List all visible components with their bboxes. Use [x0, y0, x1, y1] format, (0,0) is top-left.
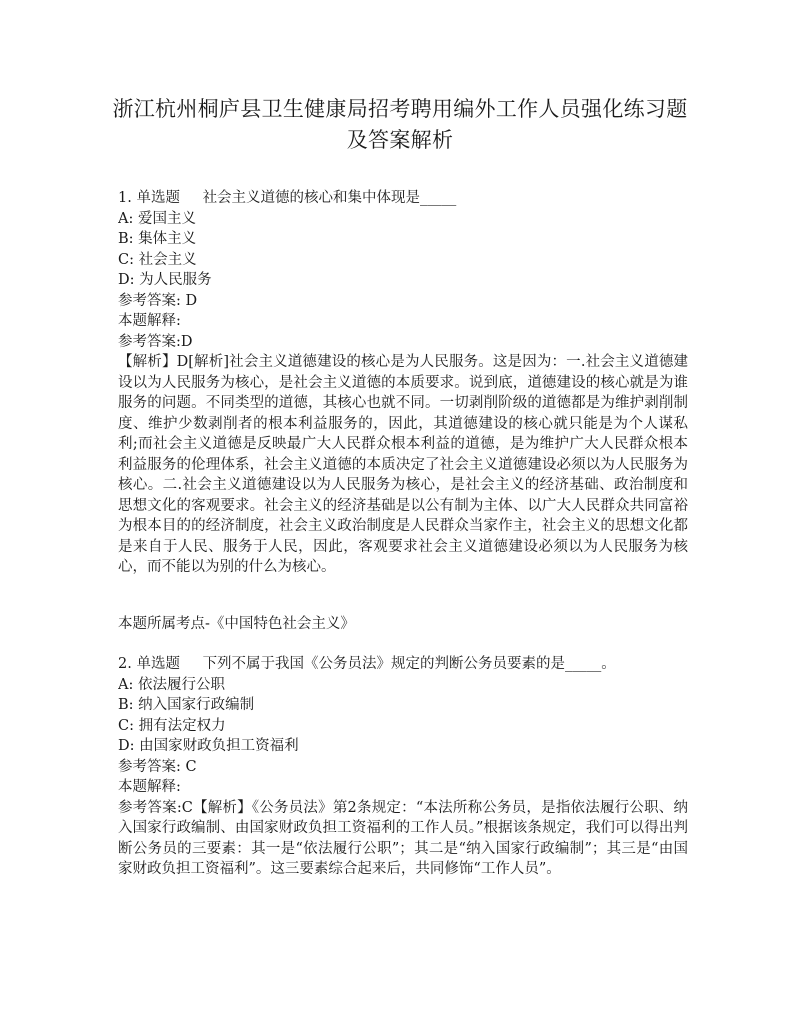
explanation-label: 本题解释:: [118, 779, 181, 795]
question-type: 单选题: [136, 190, 180, 206]
analysis-text: 【解析】D[解析]社会主义道德建设的核心是为人民服务。这是因为：一.社会主义道德建设以为人民服务为核心，是社会主义道德的本质要求。说到底，道德建设的核心就是为谁服务的问题。不同类型的道德，其核心也就不同。一切剥削阶级的道德都是为维护剥削制度、维护少数剥削者的根本利益服务的，因此，其道德建设的核心就只能是为个人谋私利;而社会主义道德是反映最广大人民群众根本利益的道德，是为维护广大人民群众根本利益服务的伦理体系，社会主义道德的本质决定了社会主义道德建设必须以为人民服务为核心。二.社会主义道德建设以为人民服务为核心，是社会主义的经济基础、政治制度和思想文化的客观要求。社会主义的经济基础是以公有制为主体、以广大人民群众共同富裕为根本目的的经济制度，社会主义政治制度是人民群众当家作主，社会主义的思想文化都是来自于人民、服务于人民，因此，客观要求社会主义道德建设必须以为人民服务为核心，而不能以为别的什么为核心。: [118, 354, 688, 575]
option-b: B: 纳入国家行政编制: [118, 697, 255, 713]
question-1-header: [118, 188, 688, 209]
document-title: [100, 94, 700, 156]
question-number: 2.: [118, 656, 132, 672]
option-c: C: 社会主义: [118, 251, 197, 268]
title-line-1: 浙江杭州桐庐县卫生健康局招考聘用编外工作人员强化练习题: [112, 97, 688, 121]
reference-answer: 参考答案: D: [118, 292, 198, 309]
analysis-text: 参考答案:C【解析】《公务员法》第2条规定：“本法所称公务员，是指依法履行公职、纳入国家行政编制、由国家财政负担工资福利的工作人员。”根据该条规定，我们可以得出判断公务员的三要素：其一是“依法履行公职”；其二是“纳入国家行政编制”；其三是“由国家财政负担工资福利”。这三要素综合起来后，共同修饰“工作人员”。: [118, 799, 688, 877]
question-number: 1.: [118, 190, 132, 206]
topic-note: 本题所属考点-《中国特色社会主义》: [118, 615, 355, 632]
question-2: [118, 654, 688, 880]
question-type: 单选题: [136, 656, 180, 672]
spacer: [118, 578, 688, 614]
option-d: D: 为人民服务: [118, 272, 212, 288]
question-1: [118, 188, 688, 578]
option-b: B: 集体主义: [118, 231, 197, 247]
question-2-header: [118, 654, 688, 675]
option-c: C: 拥有法定权力: [118, 717, 226, 734]
title-line-2: 及答案解析: [346, 128, 454, 152]
question-stem: 社会主义道德的核心和集中体现是_____: [202, 190, 457, 206]
document-body: [118, 188, 688, 880]
question-stem: 下列不属于我国《公务员法》规定的判断公务员要素的是_____。: [202, 656, 616, 672]
option-a: A: 爱国主义: [118, 210, 196, 227]
reference-answer-repeat: 参考答案:D: [118, 333, 193, 350]
spacer: [118, 634, 688, 654]
option-d: D: 由国家财政负担工资福利: [118, 738, 299, 754]
option-a: A: 依法履行公职: [118, 676, 225, 693]
reference-answer: 参考答案: C: [118, 758, 197, 775]
explanation-label: 本题解释:: [118, 313, 181, 329]
